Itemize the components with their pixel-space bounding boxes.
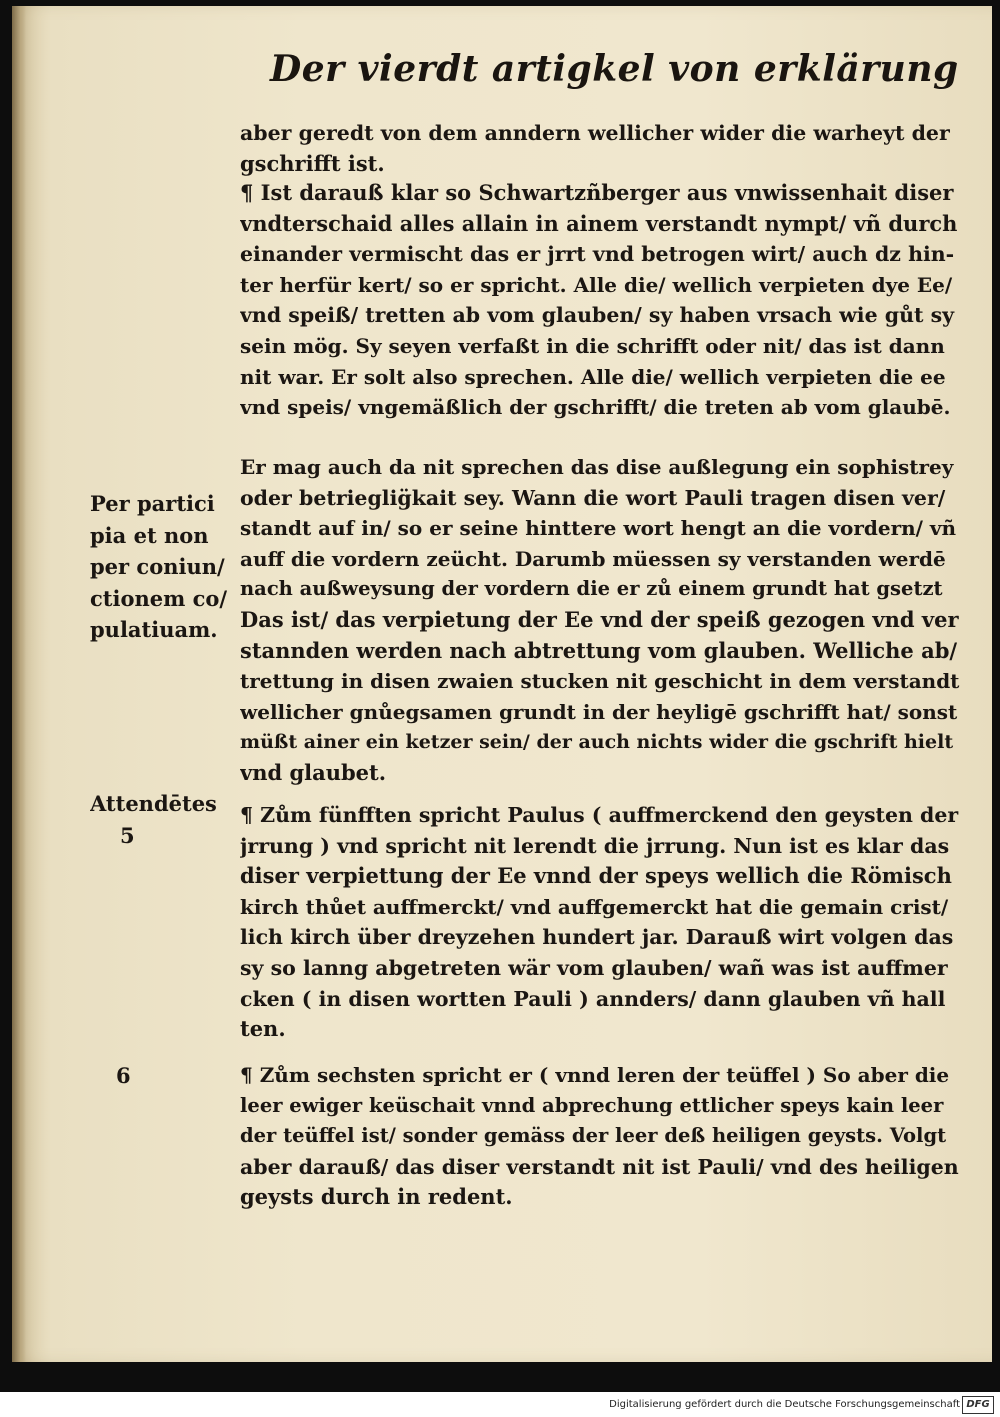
paragraph-2 xyxy=(240,178,960,423)
text-line: leer ewiger keüschait vnnd abprechung ettlicher speys kain leer xyxy=(240,1093,944,1117)
text-line: ¶ Zům sechsten spricht er ( vnnd leren der teüffel ) So aber die xyxy=(240,1063,950,1087)
marginal-line: 6 xyxy=(116,1063,131,1088)
text-line: sy so lanng abgetreten wär vom glauben/ wañ was ist auffmer xyxy=(240,955,948,980)
text-line: ter herfür kert/ so er spricht. Alle die/ wellich verpieten dye Ee/ xyxy=(240,272,953,297)
text-line: vnd speis/ vngemäßlich der gschrifft/ die treten ab vom glaubē. xyxy=(240,395,951,420)
page-gutter xyxy=(12,6,26,1362)
marginal-note-3 xyxy=(116,1060,266,1092)
marginal-line: 5 xyxy=(120,822,135,848)
marginal-line: ctionem co/ xyxy=(90,585,228,611)
text-line: cken ( in disen wortten Pauli ) annders/ dann glauben vñ hall xyxy=(240,986,946,1011)
text-line: aber geredt von dem anndern wellicher wider die warheyt der xyxy=(240,121,950,145)
footer-credit: Digitalisierung gefördert durch die Deutsche Forschungsgemeinschaft xyxy=(609,1399,960,1410)
paragraph-1 xyxy=(240,118,960,179)
paragraph-4 xyxy=(240,800,960,1045)
text-line: aber darauß/ das diser verstandt nit ist Pauli/ vnd des heiligen xyxy=(240,1154,959,1179)
text-line: kirch thůet auffmerckt/ vnd auffgemerckt hat die gemain crist/ xyxy=(240,894,949,919)
running-heading: Der vierdt artigkel von erklärung xyxy=(270,48,959,90)
text-line: vnd speiß/ tretten ab vom glauben/ sy haben vrsach wie gůt sy xyxy=(240,303,955,328)
text-line: vndterschaid alles allain in ainem verstandt nympt/ vñ durch xyxy=(240,210,958,236)
text-line: der teüffel ist/ sonder gemäss der leer deß heiligen geysts. Volgt xyxy=(240,1124,947,1148)
text-line: lich kirch über dreyzehen hundert jar. Darauß wirt volgen das xyxy=(240,925,954,950)
text-line: stannden werden nach abtrettung vom glauben. Welliche ab/ xyxy=(240,637,958,663)
text-line: müßt ainer ein ketzer sein/ der auch nichts wider die gschrift hielt xyxy=(240,731,954,754)
marginal-note-1 xyxy=(90,488,240,646)
paragraph-5 xyxy=(240,1060,960,1213)
text-line: jrrung ) vnd spricht nit lerendt die jrrung. Nun ist es klar das xyxy=(240,833,950,858)
text-line: gschrifft ist. xyxy=(240,150,385,176)
marginal-line: Attendētes xyxy=(90,791,217,816)
text-line: geysts durch in redent. xyxy=(240,1184,513,1210)
text-line: Er mag auch da nit sprechen das dise außlegung ein sophistrey xyxy=(240,455,954,479)
text-line: ten. xyxy=(240,1016,286,1042)
dfg-logo: DFG xyxy=(962,1396,994,1414)
marginal-line: Per partici xyxy=(90,491,215,516)
marginal-line: pia et non xyxy=(90,522,209,548)
marginal-line: pulatiuam. xyxy=(90,617,218,642)
text-line: diser verpiettung der Ee vnnd der speys wellich die Römisch xyxy=(240,863,952,889)
paragraph-3 xyxy=(240,452,960,789)
text-line: ¶ Ist darauß klar so Schwartzñberger aus vnwissenhait diser xyxy=(240,180,954,205)
text-line: wellicher gnůegsamen grundt in der heyligē gschrifft hat/ sonst xyxy=(240,699,958,724)
text-line: ¶ Zům fünfften spricht Paulus ( auffmerckend den geysten der xyxy=(240,803,959,827)
text-line: standt auf in/ so er seine hinttere wort hengt an die vordern/ vñ xyxy=(240,516,957,541)
text-line: Das ist/ das verpietung der Ee vnd der speiß gezogen vnd ver xyxy=(240,606,959,632)
text-line: nach außweysung der vordern die er zů einem grundt hat gsetzt xyxy=(240,577,943,601)
marginal-note-2 xyxy=(90,788,240,851)
text-line: vnd glaubet. xyxy=(240,759,387,785)
marginal-line: per coniun/ xyxy=(90,554,225,579)
text-line: trettung in disen zwaien stucken nit geschicht in dem verstandt xyxy=(240,669,960,694)
text-line: sein mög. Sy seyen verfaßt in die schrifft oder nit/ das ist dann xyxy=(240,333,945,358)
text-line: einander vermischt das er jrrt vnd betrogen wirt/ auch dz hin- xyxy=(240,242,955,267)
text-line: auff die vordern zeücht. Darumb müessen sy verstanden werdē xyxy=(240,546,946,571)
text-line: nit war. Er solt also sprechen. Alle die/ wellich verpieten die ee xyxy=(240,364,946,389)
text-line: oder betrieglig̈kait sey. Wann die wort Pauli tragen disen ver/ xyxy=(240,485,946,510)
